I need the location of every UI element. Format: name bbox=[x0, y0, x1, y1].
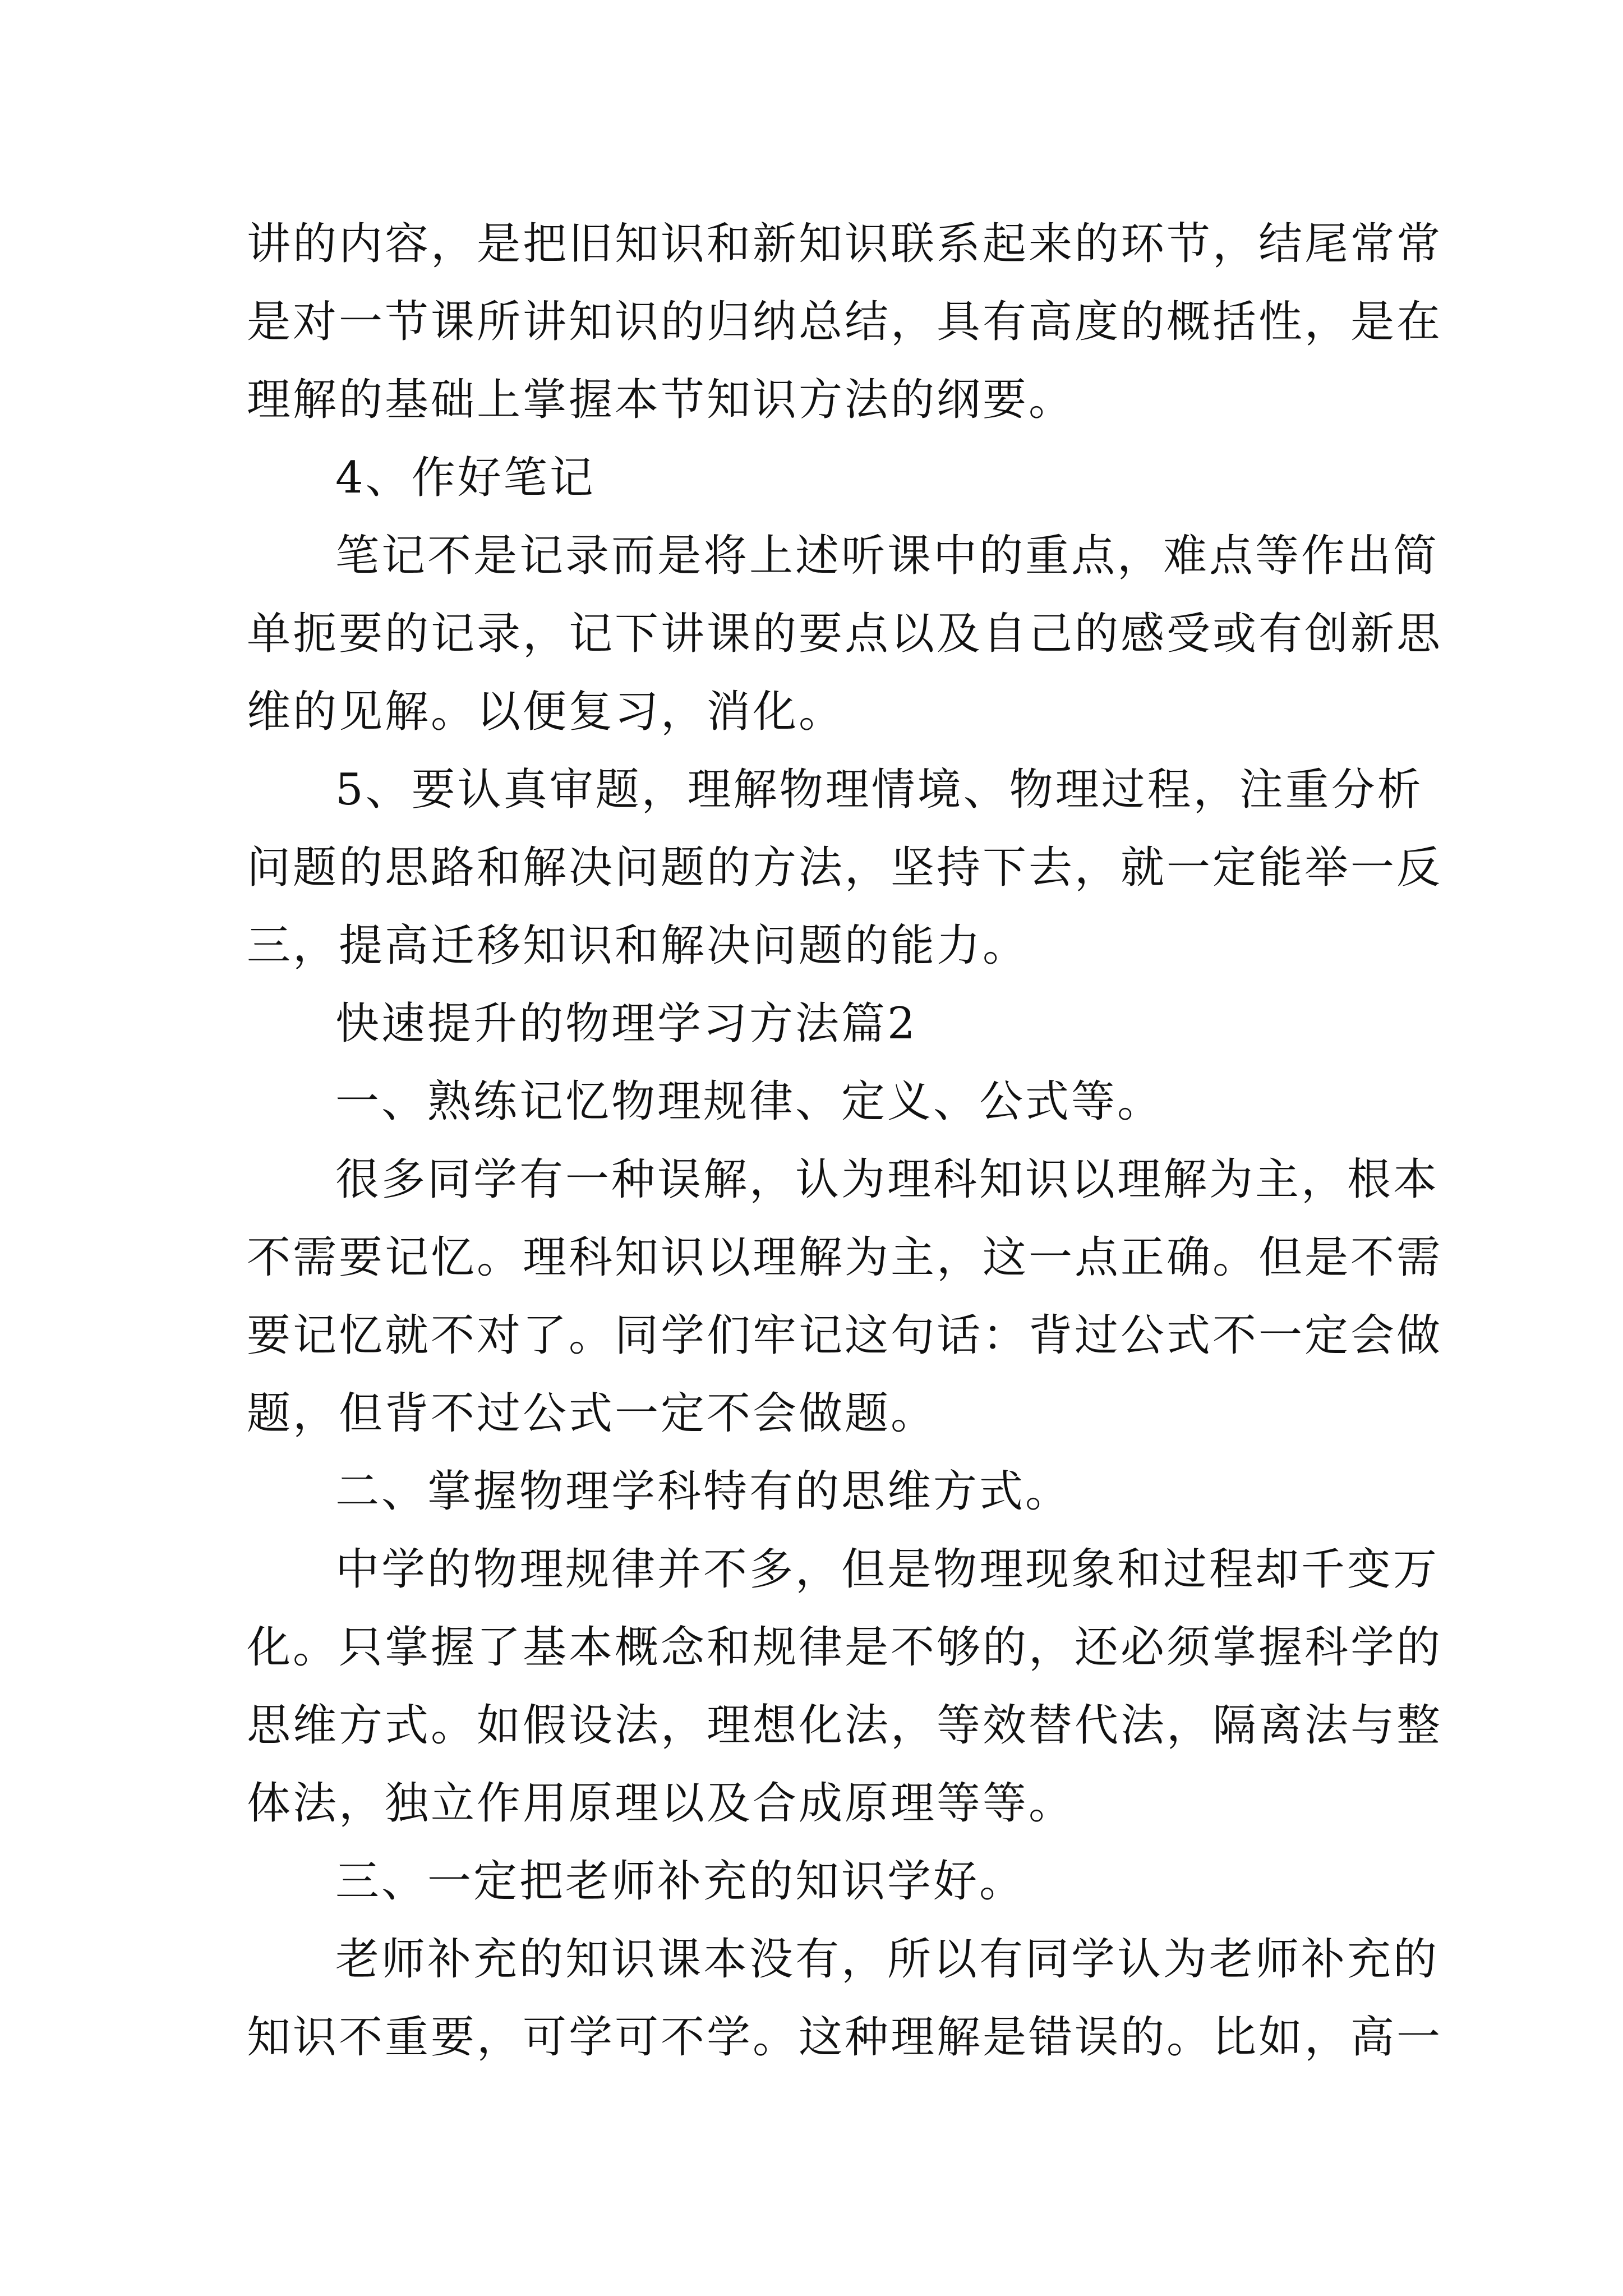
text-line: 是对一节课所讲知识的归纳总结，具有高度的概括性，是在 bbox=[247, 297, 1443, 347]
section-title: 快速提升的物理学习方法篇2 bbox=[335, 999, 917, 1049]
text-line: 理解的基础上掌握本节知识方法的纲要。 bbox=[247, 375, 1075, 425]
text-line: 5、要认真审题，理解物理情境、物理过程，注重分析 bbox=[335, 765, 1423, 815]
text-line: 不需要记忆。理科知识以理解为主，这一点正确。但是不需 bbox=[247, 1232, 1443, 1283]
text-line: 知识不重要，可学可不学。这种理解是错误的。比如，高一 bbox=[247, 2012, 1443, 2063]
section-heading: 一、熟练记忆物理规律、定义、公式等。 bbox=[335, 1076, 1164, 1127]
text-line: 化。只掌握了基本概念和规律是不够的，还必须掌握科学的 bbox=[247, 1622, 1443, 1673]
text-line: 思维方式。如假设法，理想化法，等效替代法，隔离法与整 bbox=[247, 1700, 1443, 1751]
text-line: 老师补充的知识课本没有，所以有同学认为老师补充的 bbox=[335, 1934, 1440, 1985]
section-heading: 三、一定把老师补充的知识学好。 bbox=[335, 1856, 1026, 1907]
section-heading: 4、作好笔记 bbox=[335, 453, 596, 503]
text-line: 讲的内容，是把旧知识和新知识联系起来的环节，结尾常常 bbox=[247, 219, 1443, 269]
text-line: 体法，独立作用原理以及合成原理等等。 bbox=[247, 1778, 1075, 1829]
text-line: 要记忆就不对了。同学们牢记这句话：背过公式不一定会做 bbox=[247, 1310, 1443, 1361]
text-line: 问题的思路和解决问题的方法，坚持下去，就一定能举一反 bbox=[247, 843, 1443, 893]
section-heading: 二、掌握物理学科特有的思维方式。 bbox=[335, 1466, 1072, 1517]
text-line: 维的见解。以便复习，消化。 bbox=[247, 687, 845, 737]
text-line: 三，提高迁移知识和解决问题的能力。 bbox=[247, 921, 1029, 971]
text-line: 笔记不是记录而是将上述听课中的重点，难点等作出简 bbox=[335, 531, 1440, 581]
text-line: 题，但背不过公式一定不会做题。 bbox=[247, 1388, 937, 1439]
text-line: 很多同学有一种误解，认为理科知识以理解为主，根本 bbox=[335, 1154, 1440, 1205]
text-line: 单扼要的记录，记下讲课的要点以及自己的感受或有创新思 bbox=[247, 609, 1443, 659]
body-text bbox=[247, 205, 1443, 2077]
text-line: 中学的物理规律并不多，但是物理现象和过程却千变万 bbox=[335, 1544, 1440, 1595]
